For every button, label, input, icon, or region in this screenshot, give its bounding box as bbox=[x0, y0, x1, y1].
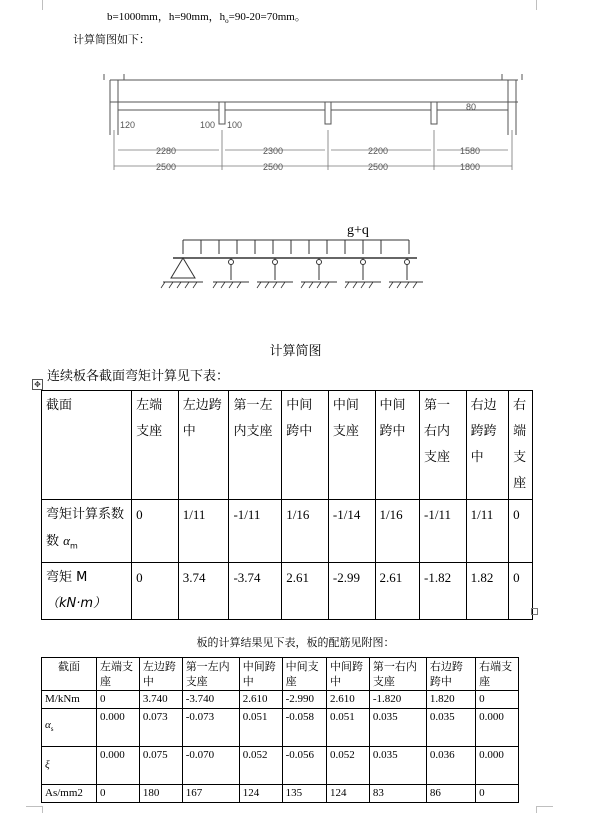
moment-coefficient-table bbox=[41, 390, 533, 620]
axis-span-4: 1800 bbox=[460, 162, 481, 172]
table2-cell: 0.000 bbox=[97, 747, 140, 785]
table2-cell: 83 bbox=[369, 785, 426, 803]
table2-cell: -0.058 bbox=[282, 709, 326, 747]
table2-row-label: As/mm2 bbox=[42, 785, 97, 803]
table2-cell: 2.610 bbox=[239, 691, 282, 709]
dim-beam-right: 100 bbox=[227, 120, 243, 130]
table1-col: 右端支座 bbox=[509, 391, 533, 500]
table1-cell: 1/11 bbox=[466, 500, 508, 563]
table2-cell: 180 bbox=[139, 785, 182, 803]
table1-cell: 0 bbox=[509, 500, 533, 563]
table2-cell: 0.075 bbox=[139, 747, 182, 785]
table1-col: 中间跨中 bbox=[282, 391, 329, 500]
table-resize-handle[interactable] bbox=[531, 608, 538, 615]
table1-cell: 3.74 bbox=[178, 562, 229, 619]
table2-col: 右端支座 bbox=[476, 658, 519, 691]
design-parameters: b=1000mm，h=90mm，$h_o=90-20=70mm$。 bbox=[107, 11, 306, 26]
table1-cell: -3.74 bbox=[229, 562, 282, 619]
table2-cell: -3.740 bbox=[182, 691, 239, 709]
table1-moment-row bbox=[42, 562, 533, 619]
table1-header-label: 截面 bbox=[42, 391, 132, 500]
clear-span-4: 1580 bbox=[460, 146, 481, 156]
axis-span-2: 2500 bbox=[263, 162, 284, 172]
table1-cell: -1.82 bbox=[420, 562, 467, 619]
table2-col: 右边跨跨中 bbox=[426, 658, 475, 691]
table-move-handle-icon[interactable]: ✥ bbox=[32, 379, 43, 390]
table1-col: 第一右内支座 bbox=[420, 391, 467, 500]
table2-cell: -1.820 bbox=[369, 691, 426, 709]
table2-cell: 86 bbox=[426, 785, 475, 803]
table2-row-as bbox=[42, 785, 519, 803]
table1-cell: 0 bbox=[132, 500, 179, 563]
table2-intro: 板的计算结果见下表，板的配筋见附图： bbox=[196, 636, 395, 649]
table1-intro: 连续板各截面弯矩计算见下表： bbox=[47, 369, 230, 384]
load-label: g+q bbox=[347, 223, 369, 238]
table2-header-label: 截面 bbox=[42, 658, 97, 691]
table2-row-xi bbox=[42, 747, 519, 785]
table1-cell: 1/11 bbox=[178, 500, 229, 563]
table2-col: 第一右内支座 bbox=[369, 658, 426, 691]
table1-cell: -2.99 bbox=[328, 562, 375, 619]
table2-col: 中间支座 bbox=[282, 658, 326, 691]
table2-cell: -0.073 bbox=[182, 709, 239, 747]
clear-span-3: 2200 bbox=[368, 146, 389, 156]
table2-cell: 0.052 bbox=[327, 747, 370, 785]
table2-cell: -2.990 bbox=[282, 691, 326, 709]
table1-cell: 1/16 bbox=[375, 500, 420, 563]
table2-cell: 3.740 bbox=[139, 691, 182, 709]
table2-cell: 0.035 bbox=[426, 709, 475, 747]
table2-cell: 0 bbox=[97, 785, 140, 803]
table2-cell: 1.820 bbox=[426, 691, 475, 709]
crop-mark-bottom-right bbox=[536, 806, 553, 813]
clear-span-2: 2300 bbox=[263, 146, 284, 156]
table1-cell: -1/11 bbox=[420, 500, 467, 563]
table1-coeff-label: 弯矩计算系数 数 $\alpha_m$ bbox=[42, 500, 132, 563]
table2-col: 中间跨中 bbox=[327, 658, 370, 691]
slab-section-drawing bbox=[100, 70, 530, 180]
dim-right-thickness: 80 bbox=[466, 102, 477, 112]
dim-wall-left: 120 bbox=[120, 120, 136, 130]
table2-cell: 0.000 bbox=[476, 747, 519, 785]
table2-cell: 0.000 bbox=[476, 709, 519, 747]
table2-header-row bbox=[42, 658, 519, 691]
table2-cell: 124 bbox=[327, 785, 370, 803]
table2-cell: 0.036 bbox=[426, 747, 475, 785]
table1-col: 中间跨中 bbox=[375, 391, 420, 500]
figure-caption: 计算简图 bbox=[269, 344, 322, 359]
table1-cell: 1.82 bbox=[466, 562, 508, 619]
table2-cell: 167 bbox=[182, 785, 239, 803]
table1-col: 中间支座 bbox=[328, 391, 375, 500]
table2-cell: 0.035 bbox=[369, 747, 426, 785]
table2-cell: 0.051 bbox=[239, 709, 282, 747]
table1-coeff-row bbox=[42, 500, 533, 563]
table2-cell: 0 bbox=[476, 785, 519, 803]
table2-row-label: $\alpha_s$ bbox=[42, 709, 97, 747]
table2-cell: 0.051 bbox=[327, 709, 370, 747]
table2-cell: 124 bbox=[239, 785, 282, 803]
diagram-intro-text: 计算简图如下： bbox=[73, 33, 150, 46]
reinforcement-result-table bbox=[41, 657, 519, 803]
axis-span-1: 2500 bbox=[156, 162, 177, 172]
table1-cell: -1/14 bbox=[328, 500, 375, 563]
table2-col: 左边跨中 bbox=[139, 658, 182, 691]
dim-beam-left: 100 bbox=[200, 120, 216, 130]
table1-cell: 0 bbox=[509, 562, 533, 619]
table1-col: 左边跨中 bbox=[178, 391, 229, 500]
clear-span-1: 2280 bbox=[156, 146, 177, 156]
table2-row-moment bbox=[42, 691, 519, 709]
table2-cell: 0.073 bbox=[139, 709, 182, 747]
table2-col: 左端支座 bbox=[97, 658, 140, 691]
table2-cell: -0.056 bbox=[282, 747, 326, 785]
load-diagram bbox=[155, 218, 425, 298]
table2-col: 第一左内支座 bbox=[182, 658, 239, 691]
table2-cell: 135 bbox=[282, 785, 326, 803]
crop-mark-top-left bbox=[26, 0, 43, 10]
table1-cell: 2.61 bbox=[282, 562, 329, 619]
table2-row-label: M/kNm bbox=[42, 691, 97, 709]
table2-cell: 2.610 bbox=[327, 691, 370, 709]
table2-row-alpha bbox=[42, 709, 519, 747]
table2-cell: 0.000 bbox=[97, 709, 140, 747]
table1-col: 第一左内支座 bbox=[229, 391, 282, 500]
table2-cell: 0.052 bbox=[239, 747, 282, 785]
table1-cell: 1/16 bbox=[282, 500, 329, 563]
crop-mark-top-right bbox=[536, 0, 553, 10]
table1-cell: 2.61 bbox=[375, 562, 420, 619]
table2-cell: 0 bbox=[97, 691, 140, 709]
table2-cell: 0.035 bbox=[369, 709, 426, 747]
table2-col: 中间跨中 bbox=[239, 658, 282, 691]
table2-row-label: ξ bbox=[42, 747, 97, 785]
crop-mark-bottom-left bbox=[26, 806, 43, 813]
table1-header-row bbox=[42, 391, 533, 500]
table1-cell: 0 bbox=[132, 562, 179, 619]
table2-cell: 0 bbox=[476, 691, 519, 709]
table1-cell: -1/11 bbox=[229, 500, 282, 563]
table1-moment-label: 弯矩 M （kN·m） bbox=[42, 562, 132, 619]
table1-col: 右边跨跨中 bbox=[466, 391, 508, 500]
table2-cell: -0.070 bbox=[182, 747, 239, 785]
axis-span-3: 2500 bbox=[368, 162, 389, 172]
table1-col: 左端支座 bbox=[132, 391, 179, 500]
